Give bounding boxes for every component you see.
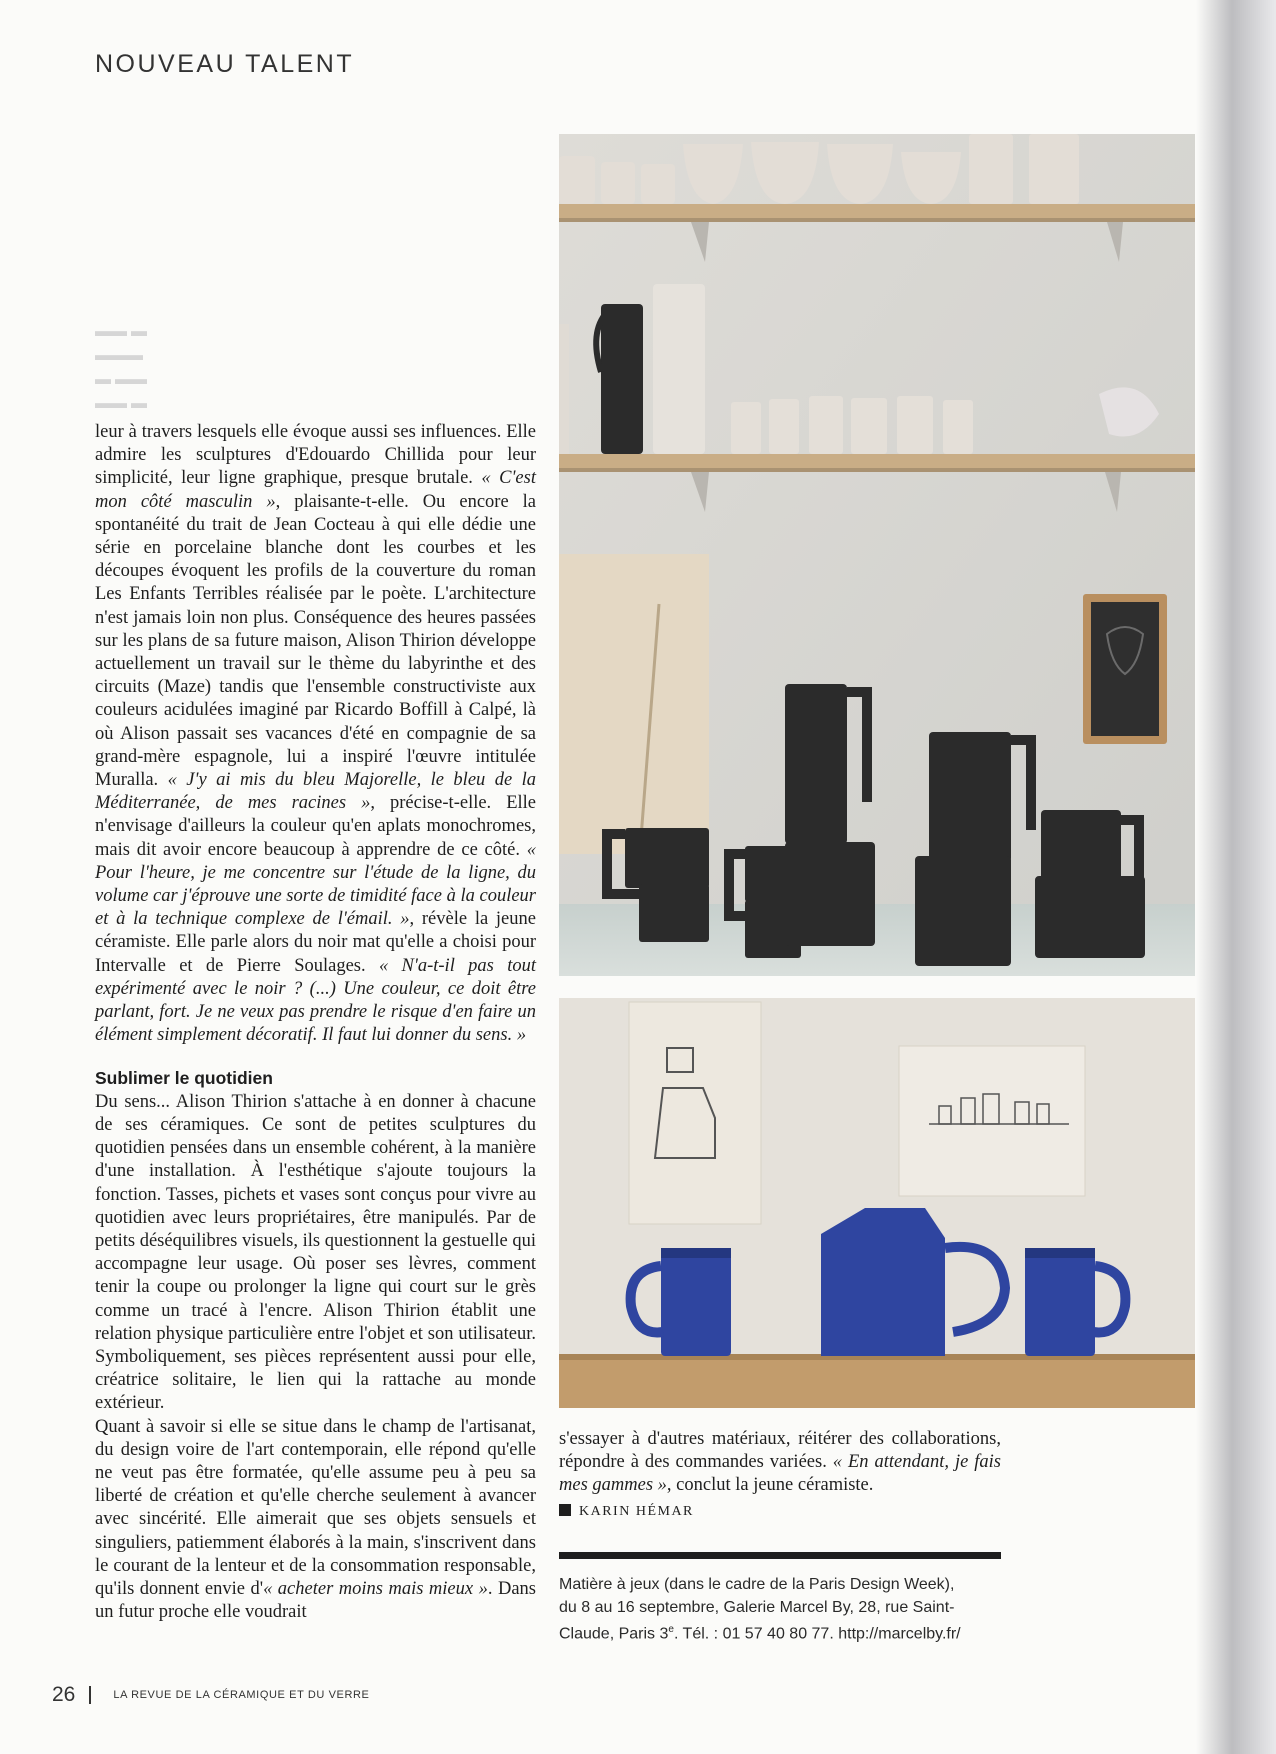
paragraph-influences: leur à travers lesquels elle évoque aussi ses influences. Elle admire les sculptures d'Edouardo Chillida pour leur simplicité, leur ligne graphique, presque brutale. « C'est mon côté masculin », plaisante-t-elle. Ou encore la spontanéité du trait de Jean Cocteau à qui elle dédie une série en porcelaine blanche dont les courbes et les découpes évoquent les profils de la couverture du roman Les Enfants Terribles réalisée par le poète. L'architecture n'est jamais loin non plus. Conséquence des heures passées sur les plans de sa future maison, Alison Thirion développe actuellement un travail sur le thème du labyrinthe et des circuits (Maze) tandis que l'ensemble constructiviste aux couleurs acidulées imaginé par Ricardo Boffill à Calpé, là où Alison passait ses vacances d'été en compagnie de sa grand-mère espagnole, lui a inspiré l'œuvre intitulée Muralla. « J'y ai mis du bleu Majorelle, le bleu de la Méditerranée, de mes racines », précise-t-elle. Elle n'envisage d'ailleurs la couleur qu'en aplats monochromes, mais dit avoir encore beaucoup à apprendre de ce côté. « Pour l'heure, je me concentre sur l'étude de la ligne, du volume car j'éprouve une sorte de timidité face à la couleur et à la technique complexe de l'émail. », révèle la jeune céramiste. Elle parle alors du noir mat qu'elle a choisi pour Intervalle et de Pierre Soulages. « N'a-t-il pas tout expérimenté avec le noir ? (...) Une couleur, ce doit être parlant, fort. Je ne veux pas prendre le risque d'en faire un élément simplement décoratif. Il faut lui donner du sens. » xyxy=(95,422,536,1046)
info-line: Claude, Paris 3e. Tél. : 01 57 40 80 77. http://marcelby.fr/ xyxy=(559,1624,961,1643)
page-number: 26 xyxy=(52,1683,76,1706)
photo-black-ceramics xyxy=(559,134,1195,976)
quote: « Pour l'heure, je me concentre sur l'étude de la ligne, du volume car j'éprouve une sorte de timidité face à la couleur et à la technique complexe de l'émail. » xyxy=(95,839,536,930)
paragraph-sens: Du sens... Alison Thirion s'attache à en donner à chacune de ses céramiques. Ce sont de petites sculptures du quotidien pensées dans un ensemble cohérent, à la manière d'une installation. À l'esthétique s'ajoute toujours la fonction. Tasses, pichets et vases sont conçus pour vivre au quotidien avec leurs propriétaires, être manipulés. Par de petits déséquilibres visuels, ils questionnent la gestuelle qui accompagne leur usage. Où poser ses lèvres, comment tenir la coupe ou prolonger la ligne qui court sur le grès comme un tracé à l'encre. Alison Thirion établit une relation physique particulière entre l'objet et son utilisateur. Symboliquement, ses pièces représentent aussi pour elle, créatrice solitaire, le lien qui la rattache au monde extérieur. xyxy=(95,1091,536,1414)
info-line: du 8 au 16 septembre, Galerie Marcel By, 28, rue Saint- xyxy=(559,1598,955,1616)
author-signature: KARIN HÉMAR xyxy=(559,1500,1001,1523)
publication-name: LA REVUE DE LA CÉRAMIQUE ET DU VERRE xyxy=(113,1689,370,1701)
event-info-box xyxy=(559,1574,1009,1646)
quote: « En attendant, je fais mes gammes » xyxy=(559,1452,1001,1496)
paragraph-conclusion: s'essayer à d'autres matériaux, réitérer des collaborations, répondre à des commandes variées. « En attendant, je fais mes gammes », conclut la jeune céramiste. xyxy=(559,1429,1001,1496)
quote: « N'a-t-il pas tout expérimenté avec le noir ? (...) Une couleur, ce doit être parlant, fort. Je ne veux pas prendre le risque d'en faire un élément simplement décoratif. Il faut lui donner du sens. » xyxy=(95,955,536,1046)
quote: « J'y ai mis du bleu Majorelle, le bleu de la Méditerranée, de mes racines » xyxy=(95,770,536,814)
info-line: Matière à jeux (dans le cadre de la Paris Design Week), xyxy=(559,1576,955,1593)
article-body xyxy=(95,421,536,1624)
subheading: Sublimer le quotidien xyxy=(95,1068,273,1089)
quote: « acheter moins mais mieux » xyxy=(263,1578,488,1599)
section-header: NOUVEAU TALENT xyxy=(95,50,355,78)
paragraph-artisanat: Quant à savoir si elle se situe dans le champ de l'artisanat, du design voire de l'art contemporain, elle répond qu'elle ne veut pas être formatée, qu'elle assume peu à peu sa liberté de création et qu'elle cherche seulement à avancer avec sincérité. Elle aimerait que ses objets sensuels et singuliers, patiemment élaborés à la main, s'inscrivent dans le courant de la lenteur et de la consommation responsable, qu'ils donnent envie d'« acheter moins mais mieux ». Dans un futur proche elle voudrait xyxy=(95,1416,537,1623)
square-bullet-icon xyxy=(559,1504,571,1516)
info-box-rule xyxy=(559,1552,1001,1559)
page-footer xyxy=(52,1683,370,1707)
photo-blue-ceramics xyxy=(559,998,1195,1408)
page-gutter-shadow xyxy=(1196,0,1276,1754)
article-ending xyxy=(559,1428,1001,1523)
footer-divider xyxy=(89,1686,91,1704)
quote: « C'est mon côté masculin » xyxy=(95,468,536,512)
show-through-text: ▬▬ ▬ ▬▬▬ ▬ ▬▬ ▬▬ ▬ xyxy=(95,323,147,412)
